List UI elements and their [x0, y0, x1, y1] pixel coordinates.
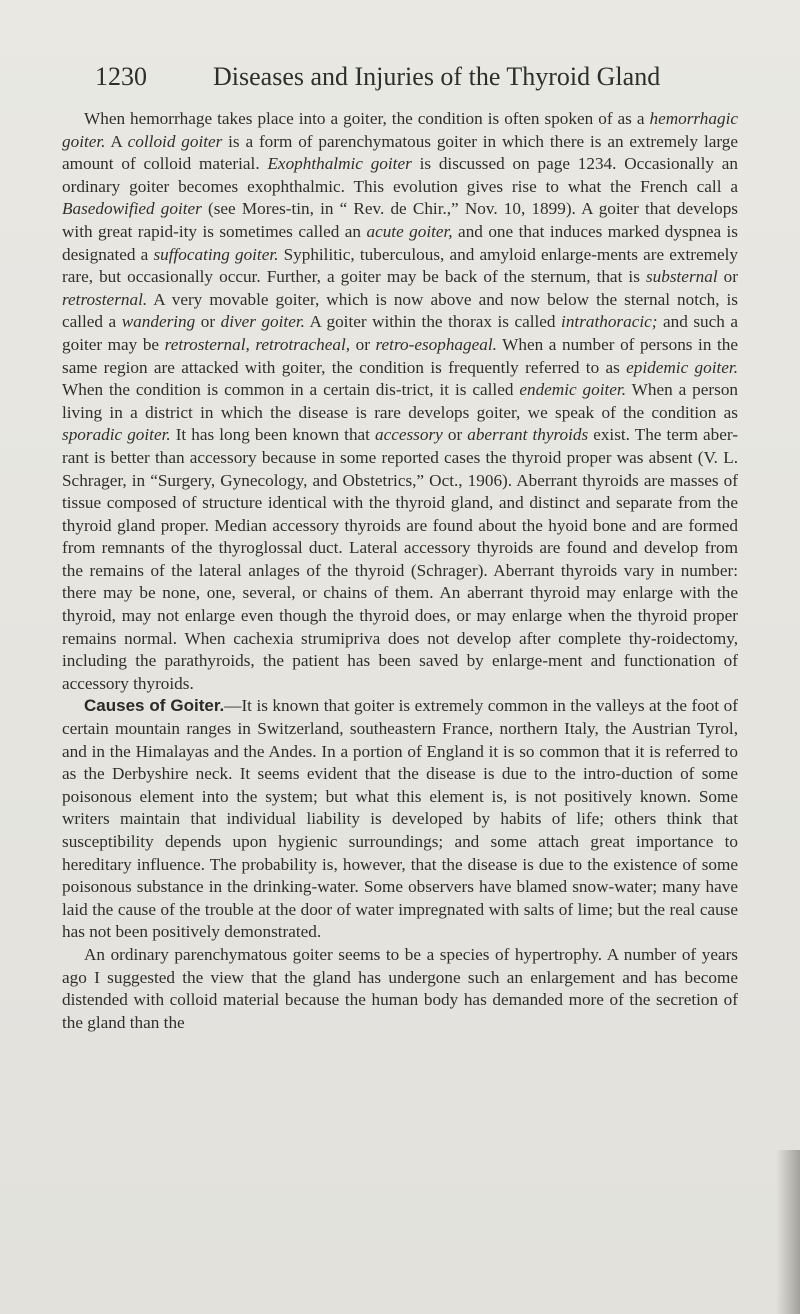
paragraph-2 — [62, 695, 738, 944]
text-run: and one that induces marked dyspnea is designated a — [62, 221, 738, 264]
text-run: or — [195, 312, 221, 332]
text-run: or — [717, 267, 738, 287]
text-run: is discussed on page 1234. Occasionally an ordinary goiter becomes exophthalmic. This evolution gives rise to what the French call a — [62, 154, 738, 196]
text-run: When the condition is common in a certain dis-trict, it is called — [62, 380, 520, 400]
paragraph-1 — [62, 108, 738, 695]
italic-term: retrosternal, retrotracheal, — [164, 334, 351, 354]
text-run: A goiter within the thorax is called — [304, 312, 562, 332]
running-title: Diseases and Injuries of the Thyroid Gland — [213, 62, 661, 91]
italic-term: intrathoracic; — [561, 312, 658, 332]
text-run: or — [442, 425, 468, 445]
italic-term: colloid goiter — [127, 131, 223, 151]
italic-term: endemic goiter. — [519, 380, 627, 400]
text-run: or — [350, 334, 376, 354]
italic-term: Basedowified goiter — [62, 199, 202, 219]
italic-term: substernal — [645, 267, 718, 287]
text-run: (see Mores-tin, in “ Rev. de Chir.,” Nov. 10, 1899). A goiter that develops with great rapid-ity is sometimes called an — [62, 199, 738, 241]
text-run: When a person living in a district in which the disease is rare develops goiter, we speak of the condition as — [62, 380, 739, 422]
text-run: An ordinary parenchymatous goiter seems to be a species of hypertrophy. A number of years ago I suggested the view that the gland has undergone such an enlargement and has become distended with colloid material because the human body has demanded more of the secretion of the gland than the — [62, 944, 738, 1032]
text-run: and such a goiter may be — [62, 312, 739, 354]
italic-term: suffocating goiter. — [153, 244, 279, 264]
italic-term: wandering — [121, 312, 196, 332]
italic-term: acute goiter, — [366, 221, 453, 241]
italic-term: epidemic goiter. — [626, 357, 738, 377]
text-run: When hemorrhage takes place into a goiter, the condition is often spoken of as a — [84, 109, 650, 128]
italic-term: sporadic goiter. — [62, 425, 171, 445]
italic-term: Exophthalmic goiter — [267, 154, 412, 174]
italic-term: retrosternal. — [62, 289, 148, 309]
text-run: is a form of parenchymatous goiter in which there is an extremely large amount of colloid material. — [62, 131, 739, 174]
running-header — [95, 62, 715, 92]
text-run: When a number of persons in the same region are attacked with goiter, the condition is frequently referred to as — [62, 334, 738, 377]
page-number: 1230 — [95, 62, 147, 91]
text-run: Syphilitic, tuberculous, and amyloid enlarge-ments are extremely rare, but occasionally occur. Further, a goiter may be back of the sternum, that is — [62, 244, 738, 287]
text-run: A very movable goiter, which is now above and now below the sternal notch, is called a — [62, 289, 738, 332]
text-run: —It is known that goiter is extremely common in the valleys at the foot of certain mountain ranges in Switzerland, southeastern France, northern Italy, the Austrian Tyrol, and in the Himalayas and the Andes. In a portion of England it is so common that it is referred to as the Derbyshire neck. It seems evident that the disease is due to the intro-duction of some poisonous element into the system; but what this element is, is not positively known. Some writers maintain that individual liability is developed by habits of life; others think that susceptibility depends upon hygienic surroundings; and some attach great importance to hereditary influence. The probability is, however, that the disease is due to the existence of some poisonous substance in the drinking-water. Some observers have blamed snow-water; many have laid the cause of the trouble at the door of water impregnated with salts of lime; but the real cause has not been positively demonstrated. — [62, 696, 738, 942]
italic-term: aberrant thyroids — [467, 425, 589, 445]
section-heading: Causes of Goiter. — [84, 696, 225, 716]
body-text — [62, 108, 738, 1034]
paragraph-3 — [62, 944, 738, 1034]
page-edge-shadow — [776, 1150, 800, 1314]
text-run: It has long been known that — [170, 425, 376, 445]
italic-term: hemorrhagic goiter. — [62, 109, 738, 151]
text-run: exist. The term aber-rant is better than accessory because in some reported cases the thyroid proper was absent (V. L. Schrager, in “Surgery, Gynecology, and Obstetrics,” Oct., 1906). Aberrant thyroids are masses of tissue composed of structure identical with the thyroid gland, and distinct and separate from the thyroid gland proper. Median accessory thyroids are found about the hyoid bone and are formed from remnants of the thyroglossal duct. Lateral accessory thyroids are found and develop from the remains of the lateral anlages of the thyroid (Schrager). Aberrant thyroids vary in number: there may be none, one, several, or chains of them. An aberrant thyroid may enlarge with the thyroid, may not enlarge even though the thyroid does, or may enlarge when the thyroid proper remains normal. When cachexia strumipriva does not develop after complete thy-roidectomy, including the parathyroids, the patient has been saved by enlarge-ment and functionation of accessory thyroids. — [62, 425, 738, 693]
italic-term: diver goiter. — [220, 312, 305, 332]
italic-term: retro-esophageal. — [375, 334, 497, 354]
text-run: A — [105, 131, 128, 151]
italic-term: accessory — [375, 425, 443, 445]
